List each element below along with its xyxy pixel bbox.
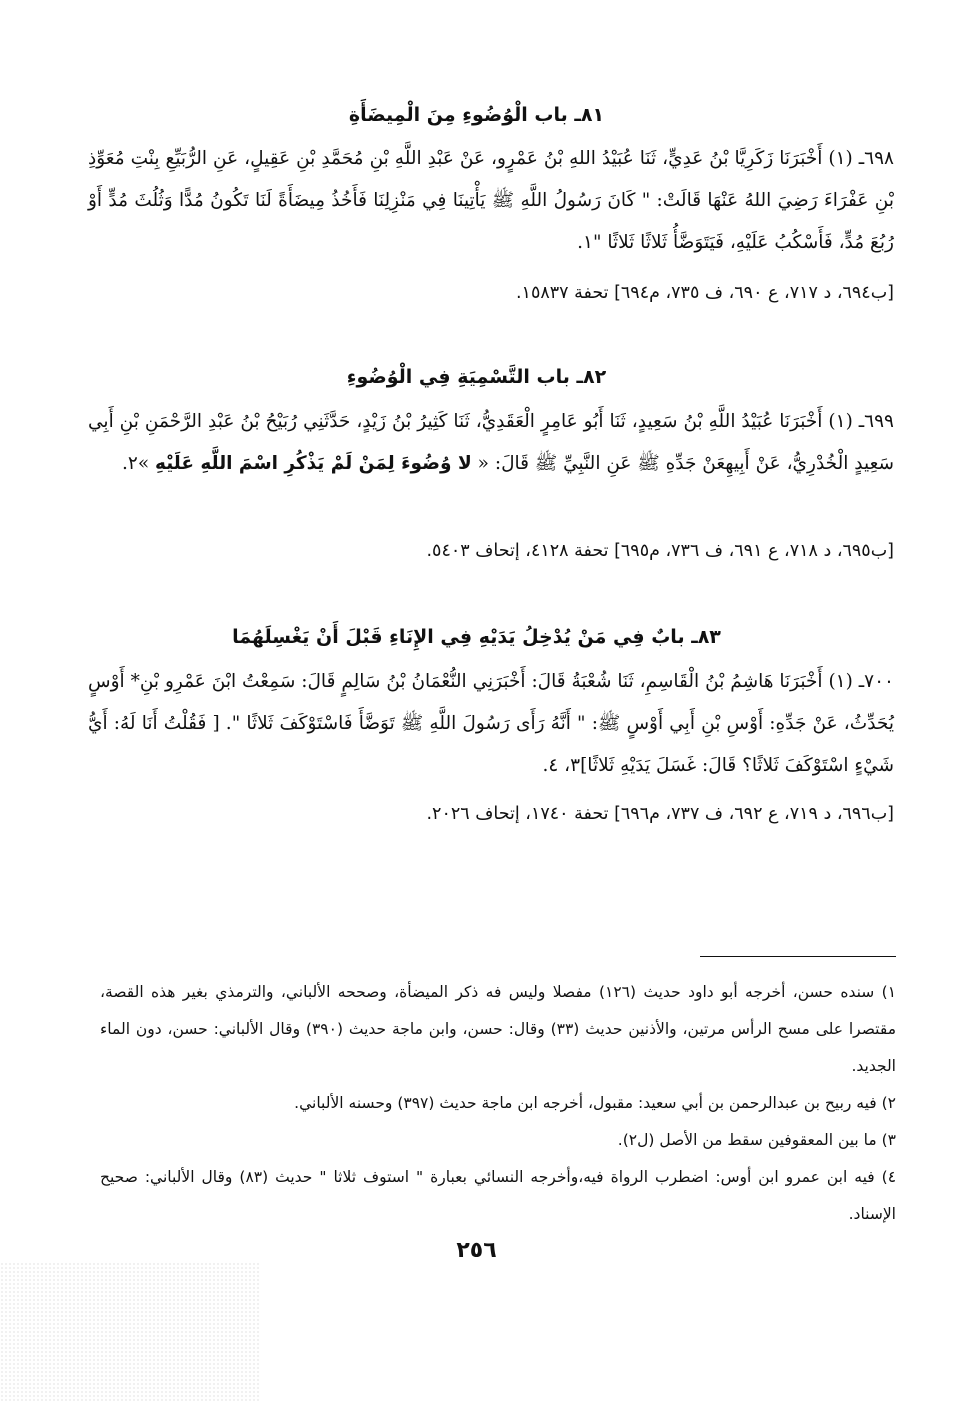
reference-699: [ب٦٩٥، د ٧١٨، ع ٦٩١، ف ٧٣٦، م٦٩٥] تحفة ٤١٢٨، إتحاف ٥٤٠٣.	[426, 541, 894, 561]
hadith-698: ٦٩٨ـ (١) أَخْبَرَنَا زَكَرِيَّا بْنُ عَدِيٍّ، ثَنَا عُبَيْدُ اللهِ بْنُ عَمْرٍو، عَنْ عَبْدِ اللَّهِ بْنِ مُحَمَّدِ بْنِ عَقِيلٍ، عَنِ الرُّبَيِّعِ بِنْتِ مُعَوِّذِ بْنِ عَفْرَاءَ رَضِيَ اللهُ عَنْهَا قَالَتْ: " كَانَ رَسُولُ اللَّهِ ﷺ يَأْتِينَا فِي مَنْزِلِنَا فَأَخُذُ مِيضَأَةً لَنَا تَكُونُ مُدًّا وَثُلُثَ مُدٍّ أَوْ رُبُعَ مُدٍّ، فَأَسْكُبُ عَلَيْهِ، فَيَتَوَضَّأُ ثَلاثًا ثَلاثًا "١.	[88, 148, 894, 253]
footnote-1: ١) سنده حسن، أخرجه أبو داود حديث (١٢٦) مفصلا وليس فه ذكر الميضأة، وصححه الألباني، والترمذي بغير هذه القصة، مقتصرا على مسح الرأس مرتين، والأذنين حديث (٣٣) وقال: حسن، وابن ماجة حديث (٣٩٠) وقال الألباني: حسن، دون الماء الجديد.	[100, 983, 897, 1075]
section-heading-83: ٨٣ـ بابٌ فِي مَنْ يُدْخِلُ يَدَيْهِ فِي الإِنَاءِ قَبْلَ أَنْ يَغْسِلَهُمَا	[232, 626, 721, 648]
footnote-4: ٤) فيه ابن عمرو ابن أوس: اضطرب الرواة فيه،وأخرجه النسائي بعبارة " استوف ثلاثا " حديث (٨٣) وقال الألباني: صحيح الإسناد.	[100, 1168, 897, 1223]
reference-700: [ب٦٩٦، د ٧١٩، ع ٦٩٢، ف ٧٣٧، م٦٩٦] تحفة ١٧٤٠، إتحاف ٢٠٢٦.	[426, 804, 894, 824]
reference-698: [ب٦٩٤، د ٧١٧، ع ٦٩٠، ف ٧٣٥، م٦٩٤] تحفة ١٥٨٣٧.	[515, 283, 894, 303]
footnote-2: ٢) فيه ربيح بن عبدالرحمن بن أبي سعيد: مقبول، أخرجه ابن ماجة حديث (٣٩٧) وحسنه الألباني.	[294, 1094, 896, 1112]
hadith-699-matn: لا وُضُوءَ لِمَنْ لَمْ يَذْكُرِ اسْمَ اللَّهِ عَلَيْهِ	[155, 453, 472, 474]
page-number: ٢٥٦	[456, 1238, 497, 1263]
footnotes	[100, 974, 896, 1233]
hadith-699	[88, 401, 894, 485]
hadith-699-end: »٢.	[122, 453, 156, 474]
section-heading-81: ٨١ـ باب الْوُضُوءِ مِنَ الْمِيضَأَةِ	[348, 104, 605, 126]
hadith-700: ٧٠٠ـ (١) أَخْبَرَنَا هَاشِمُ بْنُ الْقَاسِمِ، ثَنَا شُعْبَةُ قَالَ: أَخْبَرَنِي النُّعْمَانُ بْنُ سَالِمٍ قَالَ: سَمِعْتُ ابْنَ عَمْرِو بْنِ* أَوْسٍ يُحَدِّثُ، عَنْ جَدِّهِ: أَوْسِ بْنِ أَبِي أَوْسٍ ﷺ: " أَنَّهُ رَأَى رَسُولَ اللَّهِ ﷺ تَوَضَّأَ فَاسْتَوْكَفَ ثَلاثًا ". [ فَقُلْتُ أَنَا لَهُ: أَيُّ شَيْءٍ اسْتَوْكَفَ ثَلاثًا؟ قَالَ: غَسَلَ يَدَيْهِ ثَلاثًا]٣، ٤.	[88, 671, 894, 776]
scan-noise	[0, 1262, 260, 1402]
footnote-3: ٣) ما بين المعقوفين سقط من الأصل (ل٢).	[617, 1131, 896, 1149]
footnote-separator	[700, 956, 896, 957]
section-heading-82: ٨٢ـ باب التَّسْمِيَةِ فِي الْوُضُوءِ	[346, 366, 607, 388]
hadith-699-text: ٦٩٩ـ (١) أَخْبَرَنَا عُبَيْدُ اللَّهِ بْنُ سَعِيدٍ، ثَنَا أَبُو عَامِرٍ الْعَقَدِيُّ، ثَنَا كَثِيرُ بْنُ زَيْدٍ، حَدَّثَنِي رُبَيْحُ بْنُ عَبْدِ الرَّحْمَنِ بْنِ أَبِي سَعِيدٍ الْخُدْرِيُّ، عَنْ أَبِيهِعَنْ جَدِّهِ ﷺ عَنِ النَّبِيِّ ﷺ قَالَ: «	[88, 411, 894, 474]
